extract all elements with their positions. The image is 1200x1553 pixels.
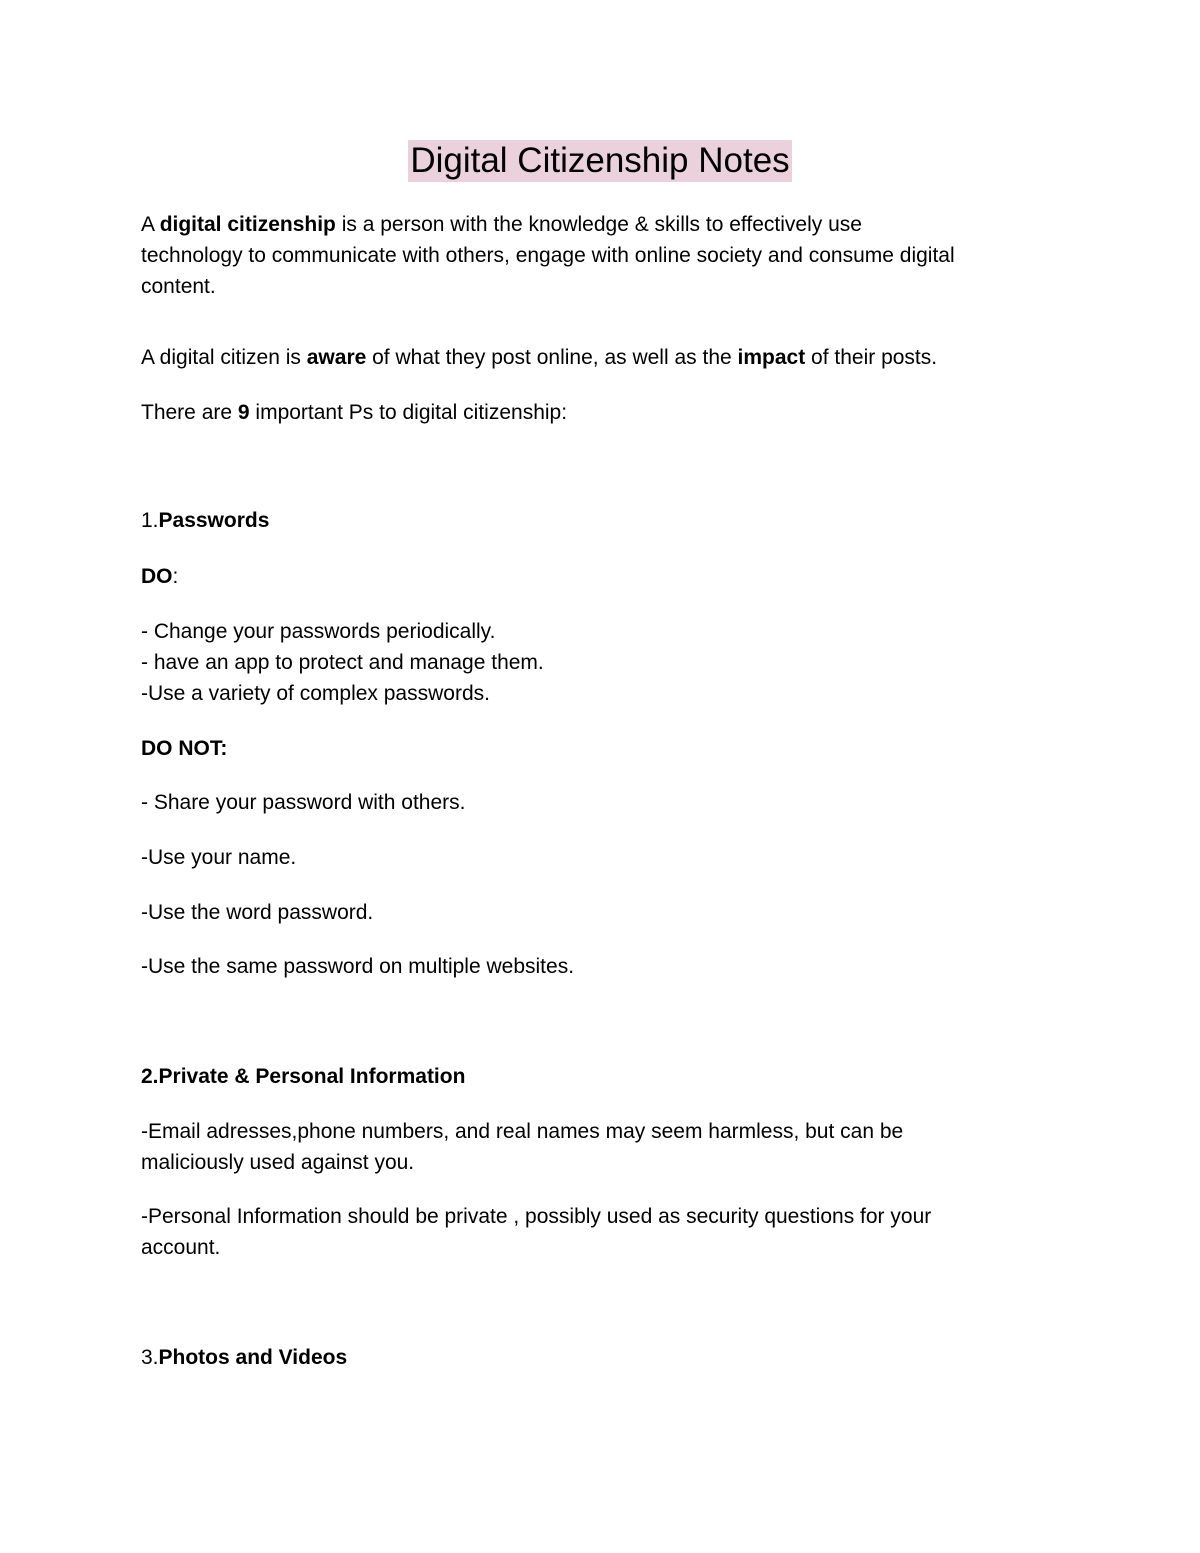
dont-label-text: DO NOT: [141,737,228,760]
do-label-text: DO [141,565,173,588]
nine-text: important Ps to digital citizenship: [249,401,568,424]
impact-term: impact [737,346,806,369]
nine-text: There are [141,401,238,424]
intro-text: A [141,213,160,236]
dont-item: -Use the word password. [141,901,374,924]
section-2-para-2-line-2: account. [141,1236,221,1259]
aware-text: of their posts. [805,346,938,369]
dont-item: -Use your name. [141,846,297,869]
section-3-heading [141,1342,1071,1373]
aware-term: aware [306,346,367,369]
section-1-heading [141,505,1071,536]
aware-text: A digital citizen is [141,346,307,369]
intro-term: digital citizenship [159,213,336,236]
do-item: - Change your passwords periodically. [141,620,496,643]
section-2-heading [141,1061,1071,1092]
do-item: -Use a variety of complex passwords. [141,682,490,705]
dont-item: - Share your password with others. [141,791,466,814]
section-number: 3. [141,1346,159,1369]
section-2-para-1-line-2: maliciously used against you. [141,1151,415,1174]
dont-label [141,733,1071,764]
do-colon: : [172,565,179,588]
intro-line-1 [141,209,1071,240]
section-number: 1. [141,509,159,532]
section-title: Passwords [158,509,270,532]
dont-item: -Use the same password on multiple websites. [141,955,575,978]
intro-line-2: technology to communicate with others, engage with online society and consume digital [141,244,955,267]
section-title: Photos and Videos [158,1346,348,1369]
do-label [141,561,1071,592]
intro-line-3: content. [141,275,216,298]
do-item: - have an app to protect and manage them. [141,651,544,674]
title-wrap [0,140,1200,182]
aware-paragraph [141,342,1071,373]
page-title: Digital Citizenship Notes [410,141,790,180]
aware-text: of what they post online, as well as the [366,346,738,369]
intro-text: is a person with the knowledge & skills to effectively use [335,213,862,236]
section-2-para-2-line-1: -Personal Information should be private , possibly used as security questions for your [141,1205,932,1228]
section-title: 2.Private & Personal Information [141,1065,466,1088]
section-2-para-1-line-1: -Email adresses,phone numbers, and real names may seem harmless, but can be [141,1120,904,1143]
nine-ps-paragraph [141,397,1071,428]
nine-number: 9 [237,401,250,424]
